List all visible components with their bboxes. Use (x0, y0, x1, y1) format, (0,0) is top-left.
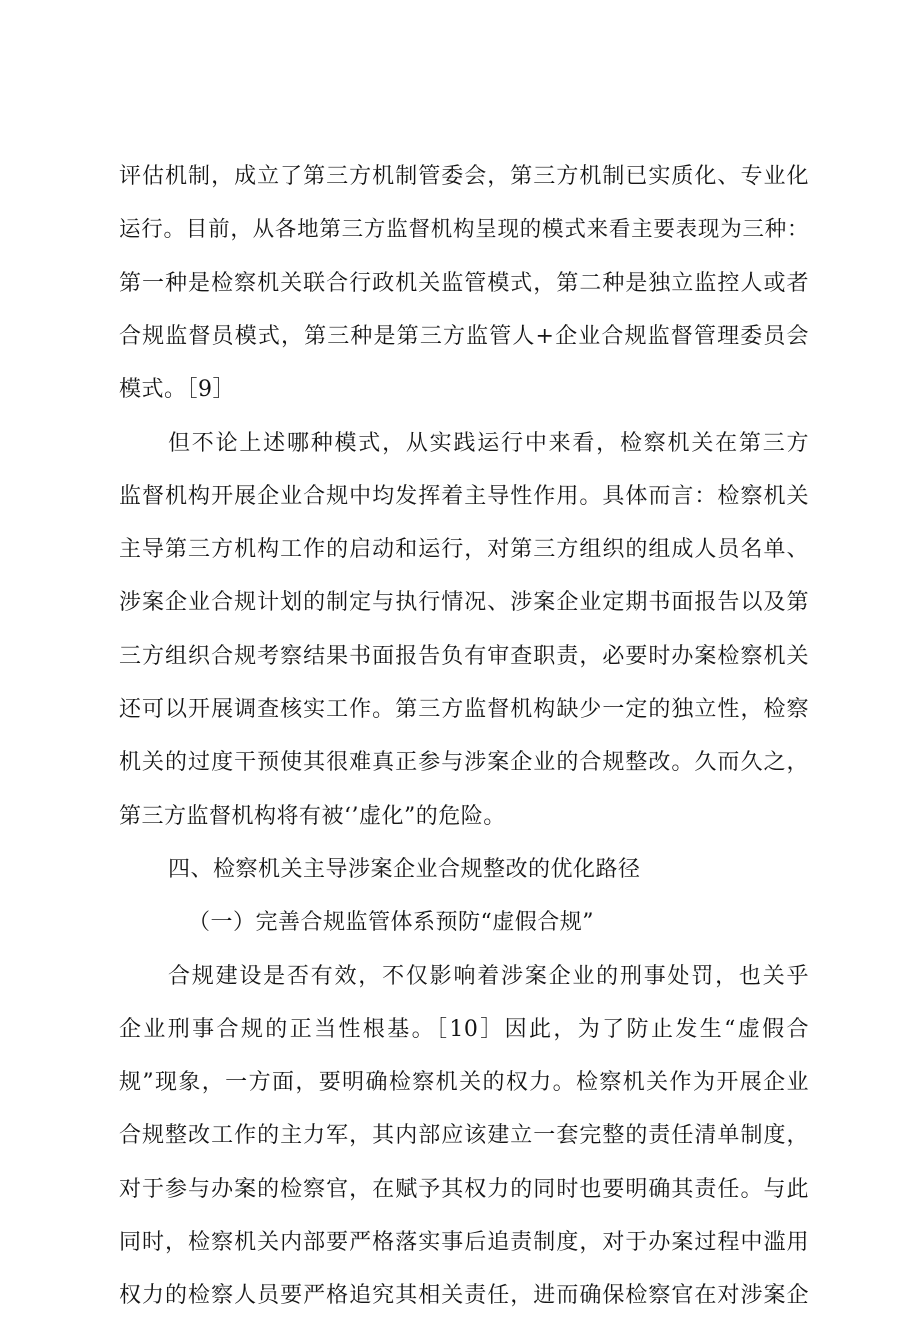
paragraph-line: 监督机构开展企业合规中均发挥着主导性作用。具体而言：检察机关 (119, 484, 809, 509)
paragraph-line: 权力的检察人员要严格追究其相关责任，进而确保检察官在对涉案企 (119, 1283, 809, 1308)
paragraph-line: 但不论上述哪种模式，从实践运行中来看，检察机关在第三方 (168, 431, 809, 456)
paragraph-line: 第三方监督机构将有被‘’虚化”的危险。 (119, 804, 506, 829)
paragraph-line: 合规整改工作的主力军，其内部应该建立一套完整的责任清单制度， (119, 1123, 809, 1148)
paragraph-line: 运行。目前，从各地第三方监督机构呈现的模式来看主要表现为三种： (119, 217, 809, 242)
paragraph-line: 企业刑事合规的正当性根基。［10］因此，为了防止发生“虚假合 (119, 1017, 809, 1042)
paragraph-line: 机关的过度干预使其很难真正参与涉案企业的合规整改。久而久之， (119, 750, 809, 775)
paragraph-line: 评估机制，成立了第三方机制管委会，第三方机制已实质化、专业化 (119, 164, 809, 189)
paragraph-line: 合规建设是否有效，不仅影响着涉案企业的刑事处罚，也关乎 (168, 964, 809, 989)
paragraph-line: 主导第三方机构工作的启动和运行，对第三方组织的组成人员名单、 (119, 537, 809, 562)
paragraph-line: 对于参与办案的检察官，在赋予其权力的同时也要明确其责任。与此 (119, 1177, 809, 1202)
paragraph-line: 第一种是检察机关联合行政机关监管模式，第二种是独立监控人或者 (119, 271, 809, 296)
section-heading: 四、检察机关主导涉案企业合规整改的优化路径 (168, 857, 641, 882)
paragraph-line: 还可以开展调查核实工作。第三方监督机构缺少一定的独立性，检察 (119, 697, 809, 722)
paragraph-line: 涉案企业合规计划的制定与执行情况、涉案企业定期书面报告以及第 (119, 590, 809, 615)
paragraph-line: 三方组织合规考察结果书面报告负有审查职责，必要时办案检察机关 (119, 644, 809, 669)
paragraph-line: 规”现象，一方面，要明确检察机关的权力。检察机关作为开展企业 (119, 1070, 809, 1095)
paragraph-line: 同时，检察机关内部要严格落实事后追责制度，对于办案过程中滥用 (119, 1230, 809, 1255)
paragraph-line: 模式。［9］ (119, 377, 235, 402)
subsection-heading: （一）完善合规监管体系预防“虚假合规” (188, 910, 594, 935)
paragraph-line: 合规监督员模式，第三种是第三方监管人+企业合规监督管理委员会 (119, 324, 809, 349)
